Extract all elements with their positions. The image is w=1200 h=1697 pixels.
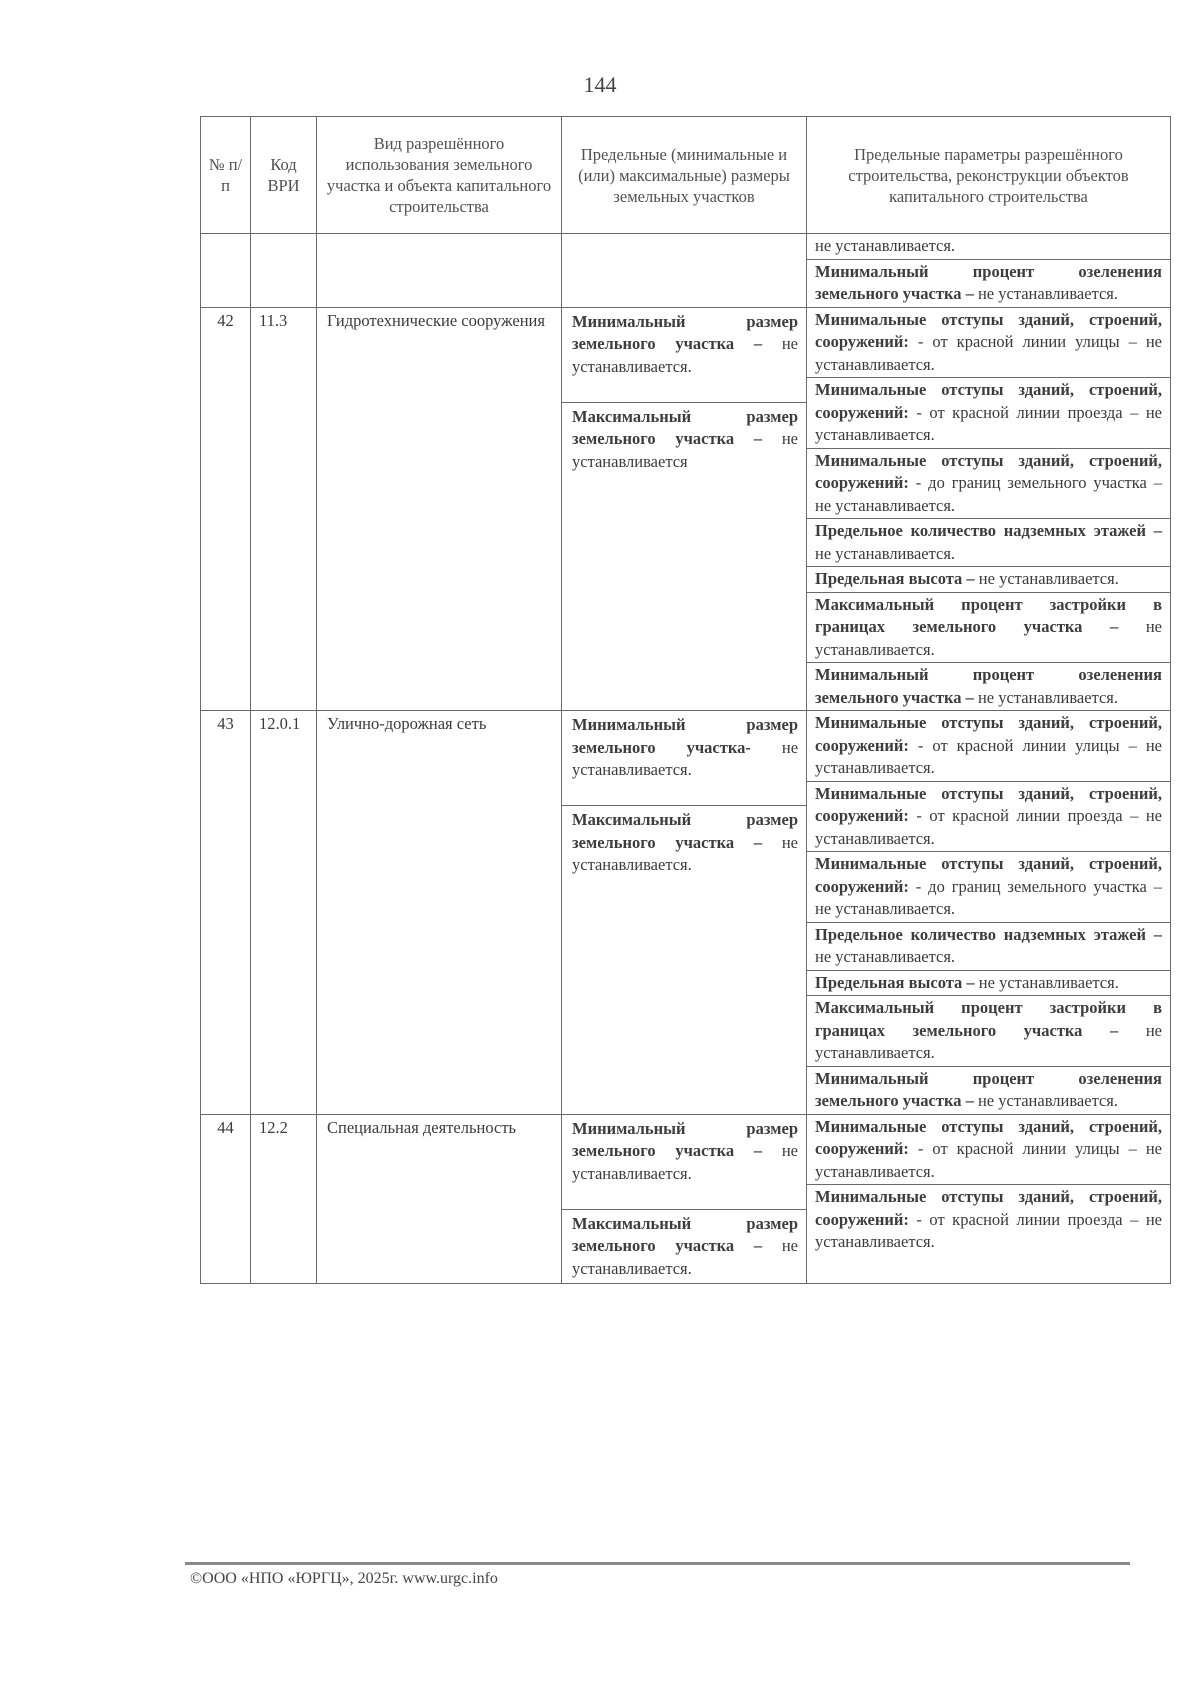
cell-num: 43 bbox=[201, 711, 251, 1115]
cell-params bbox=[807, 1114, 1171, 1284]
param-item: Максимальный процент застройки в границах земельного участка – не устанавливается. bbox=[807, 995, 1170, 1066]
table-row bbox=[201, 307, 1171, 711]
cell-code bbox=[251, 234, 317, 308]
header-code: Код ВРИ bbox=[251, 117, 317, 234]
param-item: Предельное количество надземных этажей – не устанавливается. bbox=[807, 518, 1170, 566]
cell-sizes bbox=[562, 1114, 807, 1284]
header-build-params: Предельные параметры разрешённого строительства, реконструкции объектов капитального строительства bbox=[807, 117, 1171, 234]
cell-code: 12.0.1 bbox=[251, 711, 317, 1115]
page-number: 144 bbox=[583, 72, 617, 97]
table-row-continuation bbox=[201, 234, 1171, 308]
size-item: Максимальный размер земельного участка – не устанавливается. bbox=[562, 1209, 806, 1284]
regulations-table bbox=[200, 116, 1171, 1284]
cell-params bbox=[807, 307, 1171, 711]
cell-num: 42 bbox=[201, 307, 251, 711]
cell-code: 11.3 bbox=[251, 307, 317, 711]
cell-name: Гидротехнические сооружения bbox=[317, 307, 562, 711]
param-item: Предельная высота – не устанавливается. bbox=[807, 970, 1170, 996]
param-item: Минимальный процент озеленения земельного участка – не устанавливается. bbox=[807, 1066, 1170, 1114]
table-row bbox=[201, 711, 1171, 1115]
param-item: Предельная высота – не устанавливается. bbox=[807, 566, 1170, 592]
param-item: Минимальные отступы зданий, строений, сооружений: - от красной линии улицы – не устанавливается. bbox=[815, 713, 1162, 777]
footer-divider bbox=[185, 1562, 1130, 1565]
cell-params bbox=[807, 711, 1171, 1115]
cell-sizes bbox=[562, 711, 807, 1115]
size-item: Максимальный размер земельного участка – не устанавливается bbox=[562, 402, 806, 477]
param-item: Минимальный процент озеленения земельного участка – не устанавливается. bbox=[807, 662, 1170, 710]
cell-num: 44 bbox=[201, 1114, 251, 1284]
header-num: № п/п bbox=[201, 117, 251, 234]
cell-name bbox=[317, 234, 562, 308]
cell-sizes bbox=[562, 234, 807, 308]
param-item: Минимальные отступы зданий, строений, сооружений: - от красной линии улицы – не устанавливается. bbox=[815, 1116, 1162, 1181]
cell-params bbox=[807, 234, 1171, 308]
param-item: не устанавливается. bbox=[815, 236, 956, 255]
param-item: Минимальный процент озеленения земельного участка – не устанавливается. bbox=[807, 259, 1170, 307]
param-item: Минимальные отступы зданий, строений, сооружений: - до границ земельного участка – не устанавливается. bbox=[807, 448, 1170, 519]
size-item: Минимальный размер земельного участка- не устанавливается. bbox=[572, 715, 799, 779]
cell-code: 12.2 bbox=[251, 1114, 317, 1284]
param-item: Минимальные отступы зданий, строений, сооружений: - от красной линии проезда – не устанавливается. bbox=[807, 781, 1170, 852]
size-item: Минимальный размер земельного участка – не устанавливается. bbox=[572, 311, 798, 376]
size-item: Минимальный размер земельного участка – не устанавливается. bbox=[572, 1118, 798, 1183]
param-item: Минимальные отступы зданий, строений, сооружений: - от красной линии проезда – не устанавливается. bbox=[807, 377, 1170, 448]
table-header-row bbox=[201, 117, 1171, 234]
size-item: Максимальный размер земельного участка – не устанавливается. bbox=[562, 805, 806, 880]
cell-num bbox=[201, 234, 251, 308]
cell-name: Улично-дорожная сеть bbox=[317, 711, 562, 1115]
footer-copyright: ©ООО «НПО «ЮРГЦ», 2025г. www.urgc.info bbox=[190, 1570, 498, 1587]
param-item: Предельное количество надземных этажей – не устанавливается. bbox=[807, 922, 1170, 970]
cell-name: Специальная деятельность bbox=[317, 1114, 562, 1284]
param-item: Минимальные отступы зданий, строений, сооружений: - от красной линии проезда – не устанавливается. bbox=[807, 1184, 1170, 1255]
param-item: Минимальные отступы зданий, строений, сооружений: - до границ земельного участка – не устанавливается. bbox=[807, 851, 1170, 922]
param-item: Минимальные отступы зданий, строений, сооружений: - от красной линии улицы – не устанавливается. bbox=[815, 309, 1162, 374]
header-use-type: Вид разрешённого использования земельного участка и объекта капитального строительства bbox=[317, 117, 562, 234]
param-item: Максимальный процент застройки в границах земельного участка – не устанавливается. bbox=[807, 592, 1170, 663]
cell-sizes bbox=[562, 307, 807, 711]
table-row bbox=[201, 1114, 1171, 1284]
header-plot-sizes: Предельные (минимальные и (или) максимальные) размеры земельных участков bbox=[562, 117, 807, 234]
